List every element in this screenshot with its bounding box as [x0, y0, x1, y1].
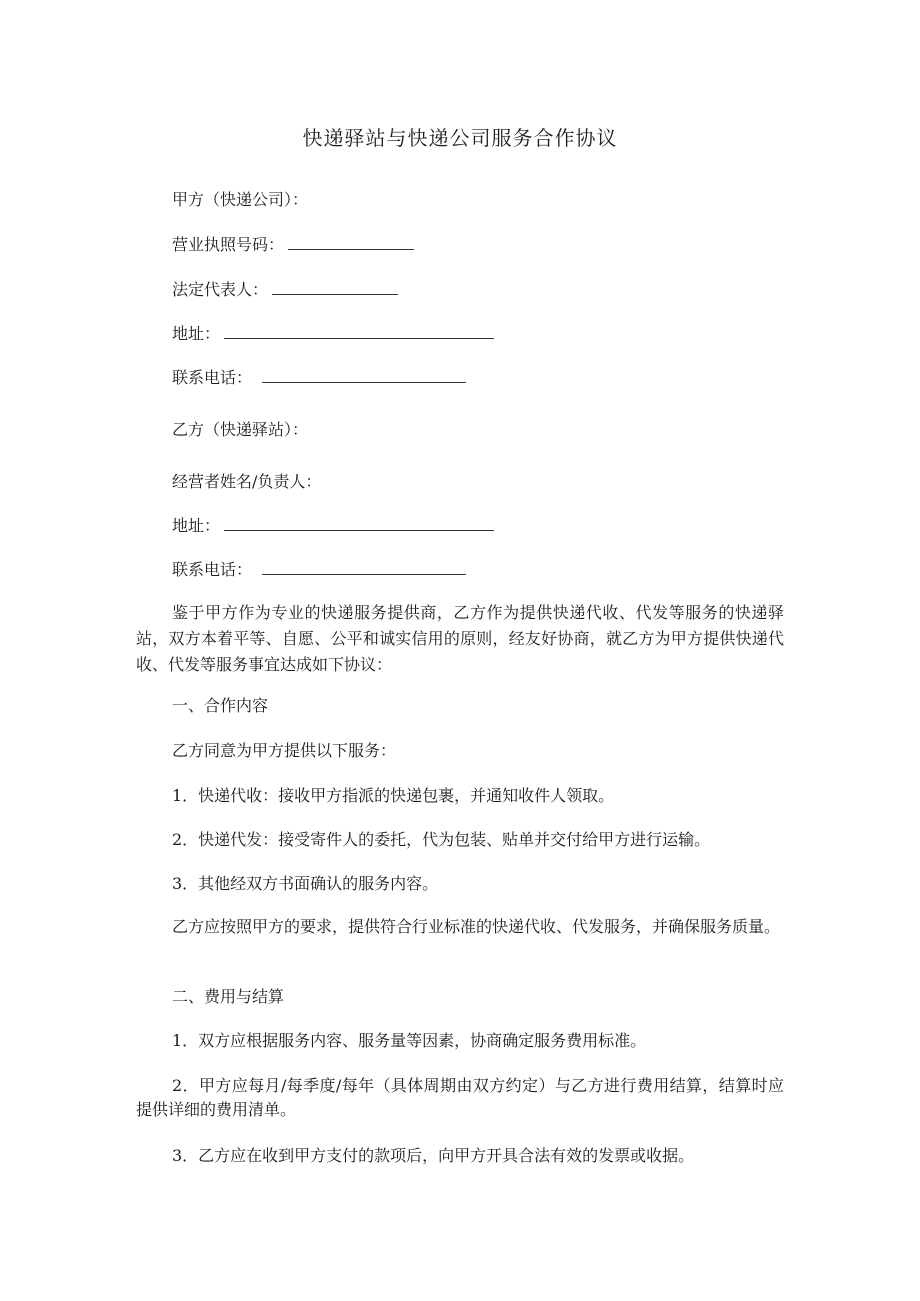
party-a-legal-rep-row: [172, 278, 398, 302]
section1-heading: 一、合作内容: [172, 696, 269, 715]
party-a-legal-rep-label: 法定代表人：: [172, 280, 269, 299]
party-b-heading: 乙方（快递驿站）：: [172, 420, 309, 439]
party-a-license-label: 营业执照号码：: [172, 235, 285, 254]
party-b-address-label: 地址：: [172, 516, 221, 535]
party-b-address-row: [172, 514, 494, 538]
section1-item-2: 2．快递代发：接受寄件人的委托，代为包装、贴单并交付给甲方进行运输。: [172, 830, 711, 849]
party-b-phone-field[interactable]: [262, 558, 466, 575]
section1-item-1: 1．快递代收：接收甲方指派的快递包裹，并通知收件人领取。: [172, 786, 615, 805]
party-b-operator-label: 经营者姓名/负责人：: [172, 472, 322, 491]
party-b-address-field[interactable]: [224, 514, 494, 531]
document-title: 快递驿站与快递公司服务合作协议: [302, 126, 618, 150]
section2-item-2: 2．甲方应每月/每季度/每年（具体周期由双方约定）与乙方进行费用结算，结算时应提供详细的费用清单。: [136, 1076, 784, 1119]
party-b-operator-row: [172, 470, 321, 494]
party-a-license-field[interactable]: [288, 233, 414, 250]
party-b-phone-label: 联系电话：: [172, 560, 253, 579]
party-a-address-label: 地址：: [172, 324, 221, 343]
party-a-address-row: [172, 322, 494, 346]
party-a-phone-field[interactable]: [262, 366, 466, 383]
party-a-phone-row: [172, 366, 466, 390]
section2-heading: 二、费用与结算: [172, 987, 285, 1006]
section2-item-1: 1．双方应根据服务内容、服务量等因素，协商确定服务费用标准。: [172, 1031, 647, 1050]
section1-intro: 乙方同意为甲方提供以下服务：: [172, 741, 397, 760]
section2-item-3: 3．乙方应在收到甲方支付的款项后，向甲方开具合法有效的发票或收据。: [172, 1146, 695, 1165]
party-a-license-row: [172, 233, 414, 257]
party-a-phone-label: 联系电话：: [172, 368, 253, 387]
party-b-phone-row: [172, 558, 466, 582]
party-a-heading: 甲方（快递公司）：: [172, 190, 309, 209]
section1-item-3: 3．其他经双方书面确认的服务内容。: [172, 874, 439, 893]
section1-closing: 乙方应按照甲方的要求，提供符合行业标准的快递代收、代发服务，并确保服务质量。: [172, 917, 781, 936]
preamble-paragraph: 鉴于甲方作为专业的快递服务提供商，乙方作为提供快递代收、代发等服务的快递驿站，双方本着平等、自愿、公平和诚实信用的原则，经友好协商，就乙方为甲方提供快递代收、代发等服务事宜达成如下协议：: [136, 603, 784, 674]
party-a-legal-rep-field[interactable]: [272, 278, 398, 295]
party-a-address-field[interactable]: [224, 322, 494, 339]
